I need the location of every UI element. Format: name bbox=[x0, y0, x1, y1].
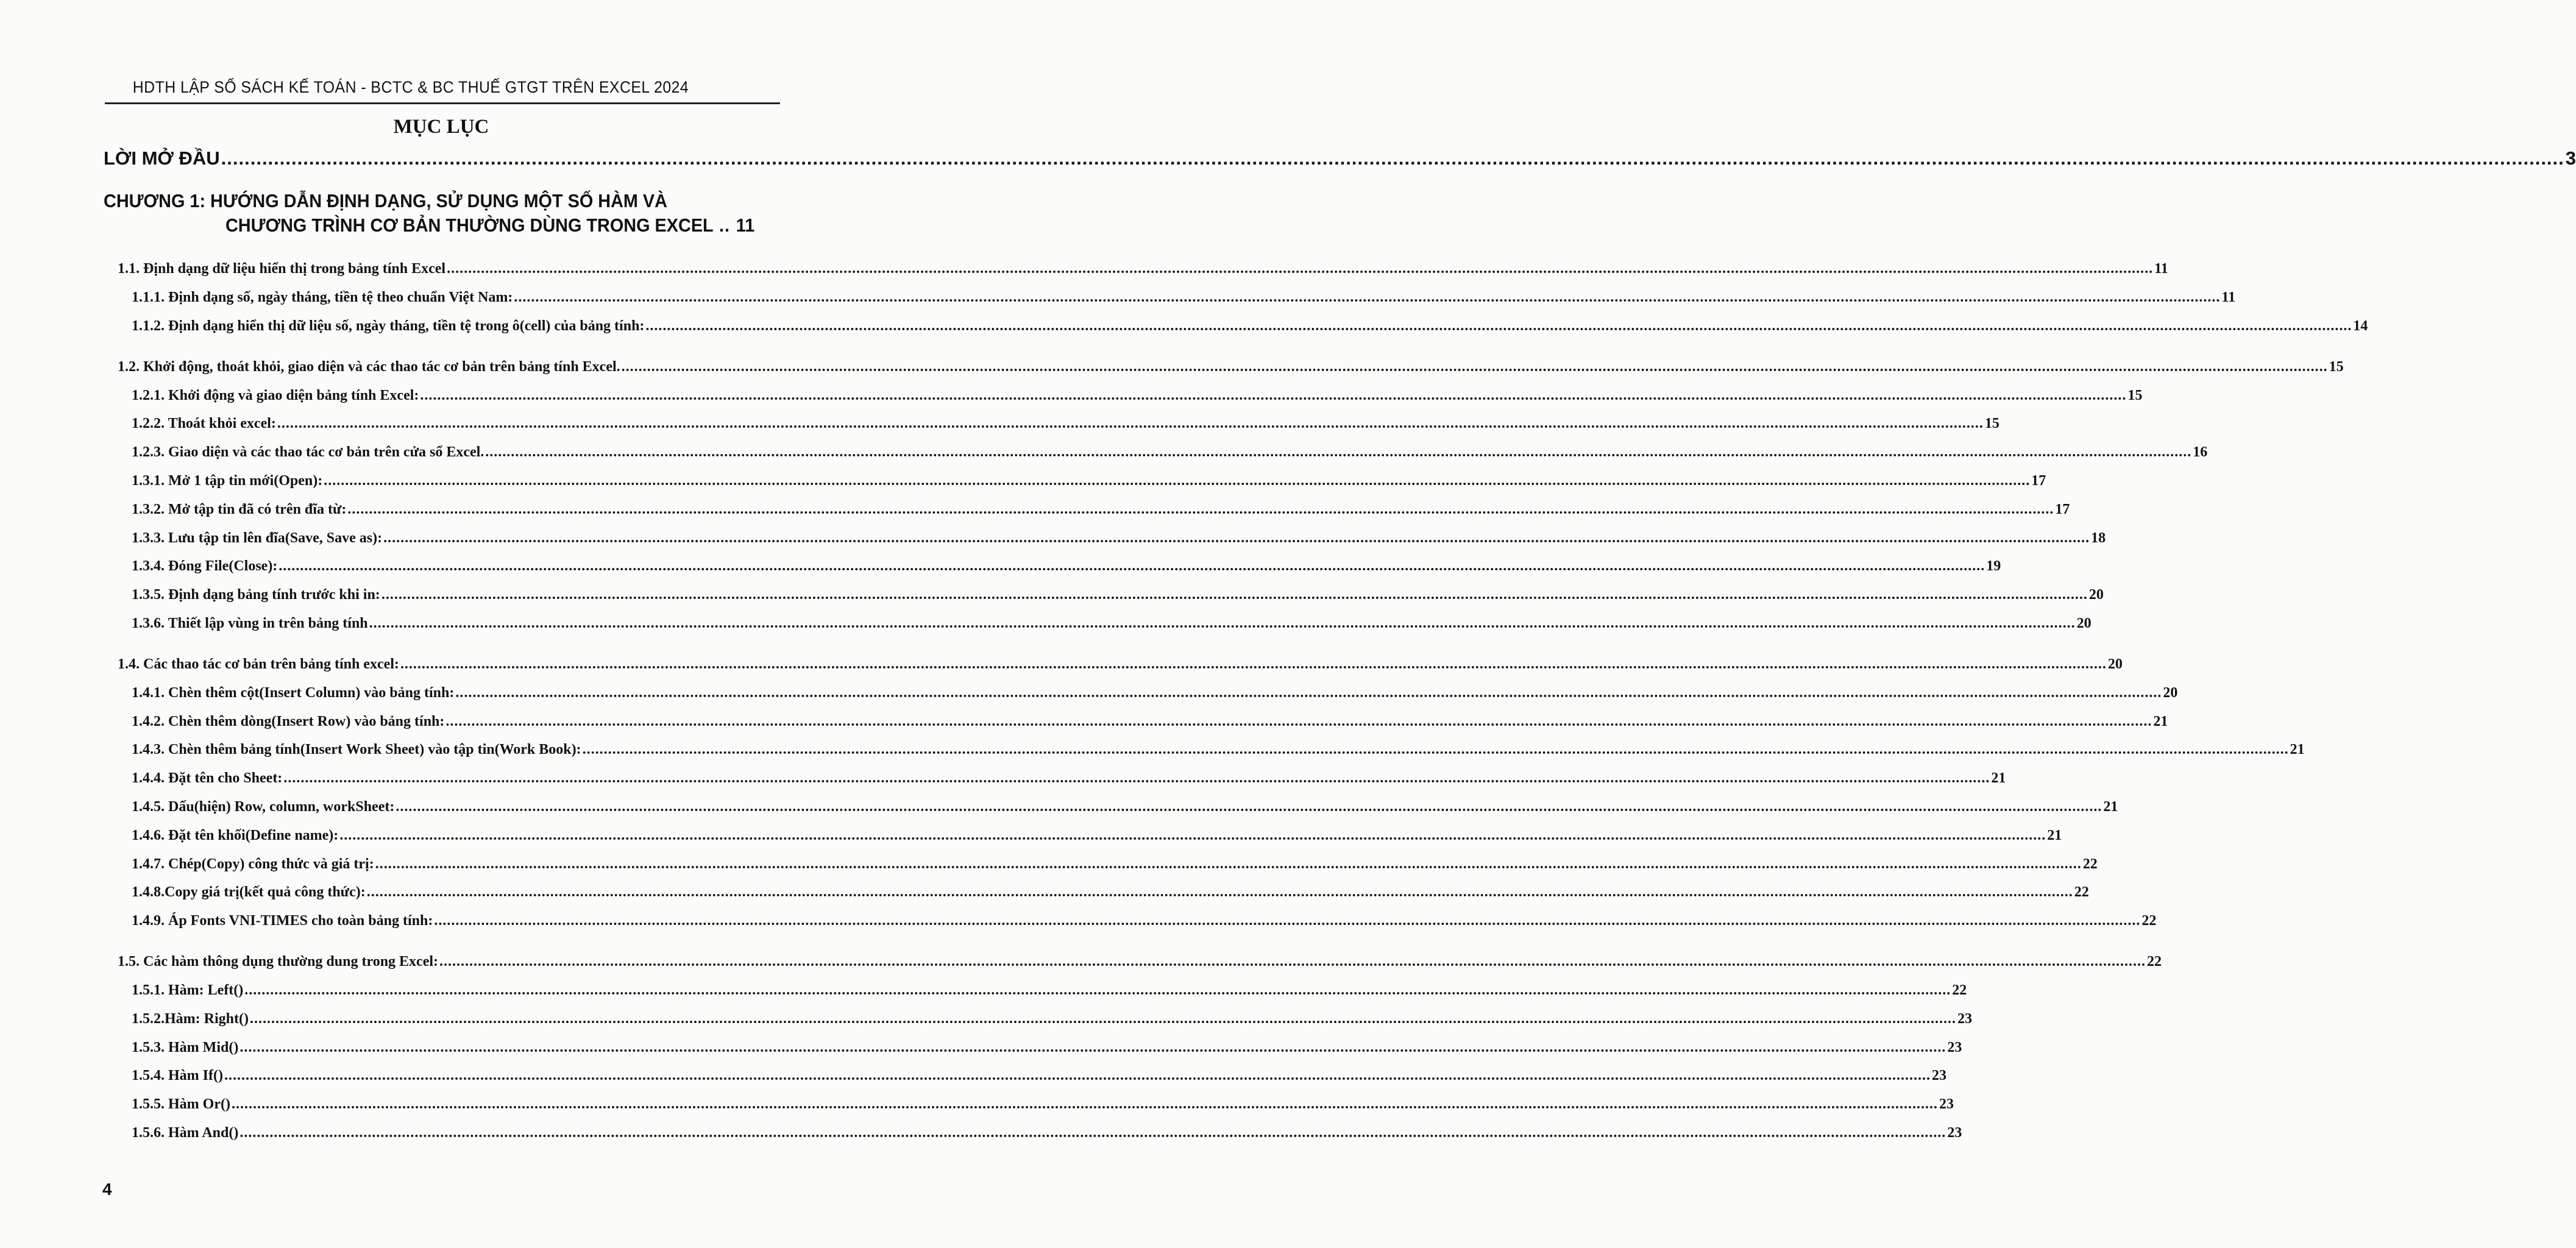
toc-section bbox=[118, 358, 2344, 644]
table-of-contents bbox=[118, 261, 2368, 1166]
toc-entry-page: 23 bbox=[1939, 1096, 1954, 1113]
toc-entry-label: 1.3.3. Lưu tập tin lên đĩa(Save, Save as): bbox=[132, 530, 383, 546]
toc-entry-label: 1.3.4. Đóng File(Close): bbox=[132, 558, 278, 575]
dot-leader: ................................................................................................................................................................................................................................................................................................................................................................................................................ bbox=[231, 1096, 1938, 1113]
dot-leader: ................................................................................................................................................................................................................................................................................................................................................................................................................ bbox=[455, 684, 2162, 701]
toc-entry[interactable] bbox=[118, 1010, 1972, 1040]
header-rule bbox=[105, 102, 780, 104]
running-header: HDTH LẬP SỔ SÁCH KẾ TOÁN - BCTC & BC THUẾ GTGT TRÊN EXCEL 2024 bbox=[132, 78, 689, 96]
dot-leader: ................................................................................................................................................................................................................................................................................................................................................................................................................ bbox=[447, 261, 2154, 277]
toc-entry-label: 1.2.1. Khởi động và giao diện bảng tính Excel: bbox=[132, 387, 419, 403]
toc-entry[interactable] bbox=[118, 953, 2162, 982]
dot-leader: ................................................................................................................................................................................................................................................................................................................................................................................................................ bbox=[366, 884, 2073, 901]
dot-leader: ................................................................................................................................................................................................................................................................................................................................................................................................................ bbox=[240, 1124, 1946, 1141]
toc-entry-label: 1.1.2. Định dạng hiển thị dữ liệu số, ngày tháng, tiền tệ trong ô(cell) của bảng tính: bbox=[132, 317, 645, 334]
dot-leader: ................................................................................................................................................................................................................................................................................................................................................................................................................ bbox=[279, 558, 1985, 575]
toc-entry-page: 20 bbox=[2076, 615, 2092, 631]
toc-entry-label: 1.2. Khởi động, thoát khỏi, giao diện và các thao tác cơ bản trên bảng tính Excel. bbox=[118, 358, 620, 375]
toc-entry-label: 1.4. Các thao tác cơ bản trên bảng tính excel: bbox=[118, 656, 399, 672]
dot-leader: ................................................................................................................................................................................................................................................................................................................................................................................................................ bbox=[485, 444, 2192, 461]
toc-section bbox=[118, 261, 2368, 347]
toc-entry-label: 1.3.6. Thiết lập vùng in trên bảng tính bbox=[132, 615, 368, 631]
toc-entry-label: 1.3.1. Mở 1 tập tin mới(Open): bbox=[132, 472, 323, 489]
dot-leader: ................................................................................................................................................................................................................................................................................................................................................................................................................ bbox=[400, 656, 2107, 672]
toc-entry[interactable] bbox=[118, 317, 2368, 347]
toc-entry[interactable] bbox=[118, 387, 2143, 416]
dot-leader: ................................................................................................................................................................................................................................................................................................................................................................................................................ bbox=[383, 530, 2090, 546]
toc-entry[interactable] bbox=[118, 656, 2123, 685]
toc-entry[interactable] bbox=[118, 770, 2006, 799]
toc-entry-label: 1.4.7. Chép(Copy) công thức và giá trị: bbox=[132, 856, 374, 872]
page-number: 4 bbox=[102, 1180, 112, 1199]
dot-leader: ................................................................................................................................................................................................................................................................................................................................................................................................................ bbox=[224, 1068, 1931, 1084]
toc-entry-label: LỜI MỞ ĐẦU bbox=[104, 147, 220, 169]
dot-leader: ................................................................................................................................................................................................................................................................................................................................................................................................................ bbox=[420, 387, 2127, 403]
toc-entry-label: 1.5.1. Hàm: Left() bbox=[132, 982, 244, 998]
toc-entry-label: 1.4.1. Chèn thêm cột(Insert Column) vào bảng tính: bbox=[132, 684, 455, 701]
toc-entry[interactable] bbox=[118, 444, 2208, 473]
toc-entry-label: 1.5.4. Hàm If() bbox=[132, 1068, 223, 1084]
toc-entry-page: 3 bbox=[2565, 147, 2576, 169]
toc-entry-page: 21 bbox=[2290, 742, 2305, 758]
toc-entry-label: 1.3.2. Mở tập tin đã có trên đĩa từ: bbox=[132, 501, 347, 517]
toc-entry-page: 20 bbox=[2163, 684, 2178, 701]
toc-entry[interactable] bbox=[118, 742, 2305, 770]
toc-entry-page: 15 bbox=[2127, 387, 2143, 403]
toc-entry[interactable] bbox=[118, 1039, 1962, 1068]
toc-entry-page: 19 bbox=[1986, 558, 2001, 575]
toc-entry-page: 14 bbox=[2353, 317, 2368, 334]
toc-entry-page: 15 bbox=[2329, 358, 2344, 375]
toc-entry[interactable] bbox=[118, 416, 1999, 444]
dot-leader: ................................................................................................................................................................................................................................................................................................................................................................................................................ bbox=[582, 742, 2289, 758]
dot-leader: ................................................................................................................................................................................................................................................................................................................................................................................................................ bbox=[221, 147, 2564, 169]
toc-section bbox=[118, 953, 2162, 1154]
dot-leader: ................................................................................................................................................................................................................................................................................................................................................................................................................ bbox=[283, 770, 1990, 787]
toc-entry-page: 22 bbox=[1952, 982, 1967, 998]
toc-entry-page: 22 bbox=[2082, 856, 2098, 872]
toc-entry[interactable] bbox=[118, 261, 2168, 289]
toc-entry-page: 16 bbox=[2193, 444, 2208, 461]
toc-entry-page: 20 bbox=[2107, 656, 2123, 672]
page-title: MỤC LỤC bbox=[393, 116, 489, 138]
toc-entry-page: 17 bbox=[2055, 501, 2070, 517]
toc-entry-page: 21 bbox=[2153, 713, 2168, 729]
toc-entry-label: 1.1. Định dạng dữ liệu hiển thị trong bảng tính Excel bbox=[118, 261, 446, 277]
toc-entry[interactable] bbox=[118, 713, 2168, 742]
toc-entry-page: 21 bbox=[1991, 770, 2006, 787]
dot-leader: ................................................................................................................................................................................................................................................................................................................................................................................................................ bbox=[240, 1039, 1946, 1055]
dot-leader: ................................................................................................................................................................................................................................................................................................................................................................................................................ bbox=[249, 1010, 1956, 1027]
toc-entry[interactable] bbox=[118, 615, 2092, 644]
dot-leader: ................................................................................................................................................................................................................................................................................................................................................................................................................ bbox=[347, 501, 2054, 517]
dot-leader: ................................................................................................................................................................................................................................................................................................................................................................................................................ bbox=[445, 713, 2152, 729]
toc-entry[interactable] bbox=[118, 472, 2046, 502]
dot-leader: ................................................................................................................................................................................................................................................................................................................................................................................................................ bbox=[439, 953, 2146, 970]
toc-entry[interactable] bbox=[118, 1124, 1962, 1154]
toc-entry-label: 1.5.6. Hàm And() bbox=[132, 1124, 239, 1141]
toc-entry-page: 22 bbox=[2074, 884, 2089, 901]
toc-entry-label: 1.4.8.Copy giá trị(kết quả công thức): bbox=[132, 884, 366, 901]
dot-leader: ................................................................................................................................................................................................................................................................................................................................................................................................................ bbox=[277, 416, 1984, 432]
toc-entry[interactable] bbox=[118, 1096, 1954, 1125]
toc-entry-label: 1.3.5. Định dạng bảng tính trước khi in: bbox=[132, 587, 380, 603]
toc-entry-page: 11 bbox=[736, 214, 755, 236]
toc-entry-page: 21 bbox=[2103, 798, 2118, 815]
toc-entry[interactable] bbox=[118, 587, 2104, 615]
dot-leader: ................................................................................................................................................................................................................................................................................................................................................................................................................ bbox=[621, 358, 2328, 375]
toc-entry-label: 1.4.2. Chèn thêm dòng(Insert Row) vào bảng tính: bbox=[132, 713, 445, 729]
toc-section bbox=[118, 656, 2305, 941]
dot-leader: ................................................................................................................................................................................................................................................................................................................................................................................................................ bbox=[339, 827, 2046, 843]
toc-entry[interactable] bbox=[118, 684, 2178, 714]
toc-entry-page: 18 bbox=[2091, 530, 2106, 546]
toc-entry-label: 1.4.6. Đặt tên khối(Define name): bbox=[132, 827, 339, 843]
toc-entry-page: 22 bbox=[2141, 913, 2157, 929]
dot-leader: ................................................................................................................................................................................................................................................................................................................................................................................................................ bbox=[324, 472, 2031, 489]
toc-entry-page: 17 bbox=[2031, 472, 2046, 489]
toc-entry-page: 15 bbox=[1984, 416, 1999, 432]
toc-entry-page: 11 bbox=[2221, 289, 2236, 305]
toc-entry-label: 1.4.3. Chèn thêm bảng tính(Insert Work Sheet) vào tập tin(Work Book): bbox=[132, 742, 581, 758]
toc-entry-label: 1.5. Các hàm thông dụng thường dung trong Excel: bbox=[118, 953, 439, 970]
toc-entry-chapter-1[interactable] bbox=[104, 190, 755, 236]
toc-entry[interactable] bbox=[118, 884, 2089, 913]
toc-entry-page: 23 bbox=[1957, 1010, 1972, 1027]
dot-leader: ................................................................................................................................................................................................................................................................................................................................................................................................................ bbox=[244, 982, 1951, 998]
chapter-title-line-1: CHƯƠNG 1: HƯỚNG DẪN ĐỊNH DẠNG, SỬ DỤNG MỘT SỐ HÀM VÀ bbox=[104, 190, 667, 211]
toc-entry-label: 1.4.5. Dấu(hiện) Row, column, workSheet: bbox=[132, 798, 395, 815]
toc-entry-page: 23 bbox=[1947, 1039, 1962, 1055]
toc-entry[interactable] bbox=[118, 530, 2106, 559]
dot-leader: ................................................................................................................................................................................................................................................................................................................................................................................................................ bbox=[369, 615, 2076, 631]
toc-entry[interactable] bbox=[118, 798, 2118, 828]
toc-entry[interactable] bbox=[118, 501, 2070, 530]
toc-entry-page: 23 bbox=[1947, 1124, 1962, 1141]
dot-leader: ................................................................................................................................................................................................................................................................................................................................................................................................................ bbox=[645, 317, 2352, 334]
toc-entry[interactable] bbox=[118, 827, 2062, 856]
toc-entry[interactable] bbox=[118, 1068, 1946, 1096]
dot-leader: ................................................................................................................................................................................................................................................................................................................................................................................................................ bbox=[514, 289, 2221, 305]
toc-entry-label: 1.2.3. Giao diện và các thao tác cơ bản trên cửa sổ Excel. bbox=[132, 444, 484, 461]
toc-entry-label: 1.5.3. Hàm Mid() bbox=[132, 1039, 239, 1055]
toc-entry-label: 1.2.2. Thoát khỏi excel: bbox=[132, 416, 276, 432]
chapter-title-line-2: CHƯƠNG TRÌNH CƠ BẢN THƯỜNG DÙNG TRONG EXCEL bbox=[225, 214, 714, 236]
dot-leader: ................................................................................................................................................................................................................................................................................................................................................................................................................ bbox=[375, 856, 2082, 872]
toc-entry[interactable] bbox=[118, 913, 2157, 941]
toc-entry-preface[interactable] bbox=[104, 147, 2576, 169]
toc-entry-label: 1.1.1. Định dạng số, ngày tháng, tiền tệ theo chuẩn Việt Nam: bbox=[132, 289, 513, 305]
toc-entry-page: 22 bbox=[2147, 953, 2162, 970]
dot-leader: ................................................................................................................................................................................................................................................................................................................................................................................................................ bbox=[381, 587, 2088, 603]
dot-leader: .. bbox=[719, 214, 730, 236]
toc-entry[interactable] bbox=[118, 558, 2001, 587]
toc-entry[interactable] bbox=[118, 856, 2098, 885]
dot-leader: ................................................................................................................................................................................................................................................................................................................................................................................................................ bbox=[434, 913, 2141, 929]
toc-entry-label: 1.5.5. Hàm Or() bbox=[132, 1096, 230, 1113]
toc-entry-label: 1.4.9. Áp Fonts VNI-TIMES cho toàn bảng tính: bbox=[132, 913, 433, 929]
toc-entry-label: 1.5.2.Hàm: Right() bbox=[132, 1010, 249, 1027]
toc-entry-page: 20 bbox=[2088, 587, 2104, 603]
toc-entry-page: 11 bbox=[2154, 261, 2168, 277]
toc-entry-page: 21 bbox=[2047, 827, 2062, 843]
toc-entry[interactable] bbox=[118, 289, 2236, 318]
toc-entry[interactable] bbox=[118, 358, 2344, 388]
toc-entry[interactable] bbox=[118, 982, 1967, 1011]
toc-entry-label: 1.4.4. Đặt tên cho Sheet: bbox=[132, 770, 283, 787]
dot-leader: ................................................................................................................................................................................................................................................................................................................................................................................................................ bbox=[396, 798, 2102, 815]
toc-entry-page: 23 bbox=[1931, 1068, 1946, 1084]
